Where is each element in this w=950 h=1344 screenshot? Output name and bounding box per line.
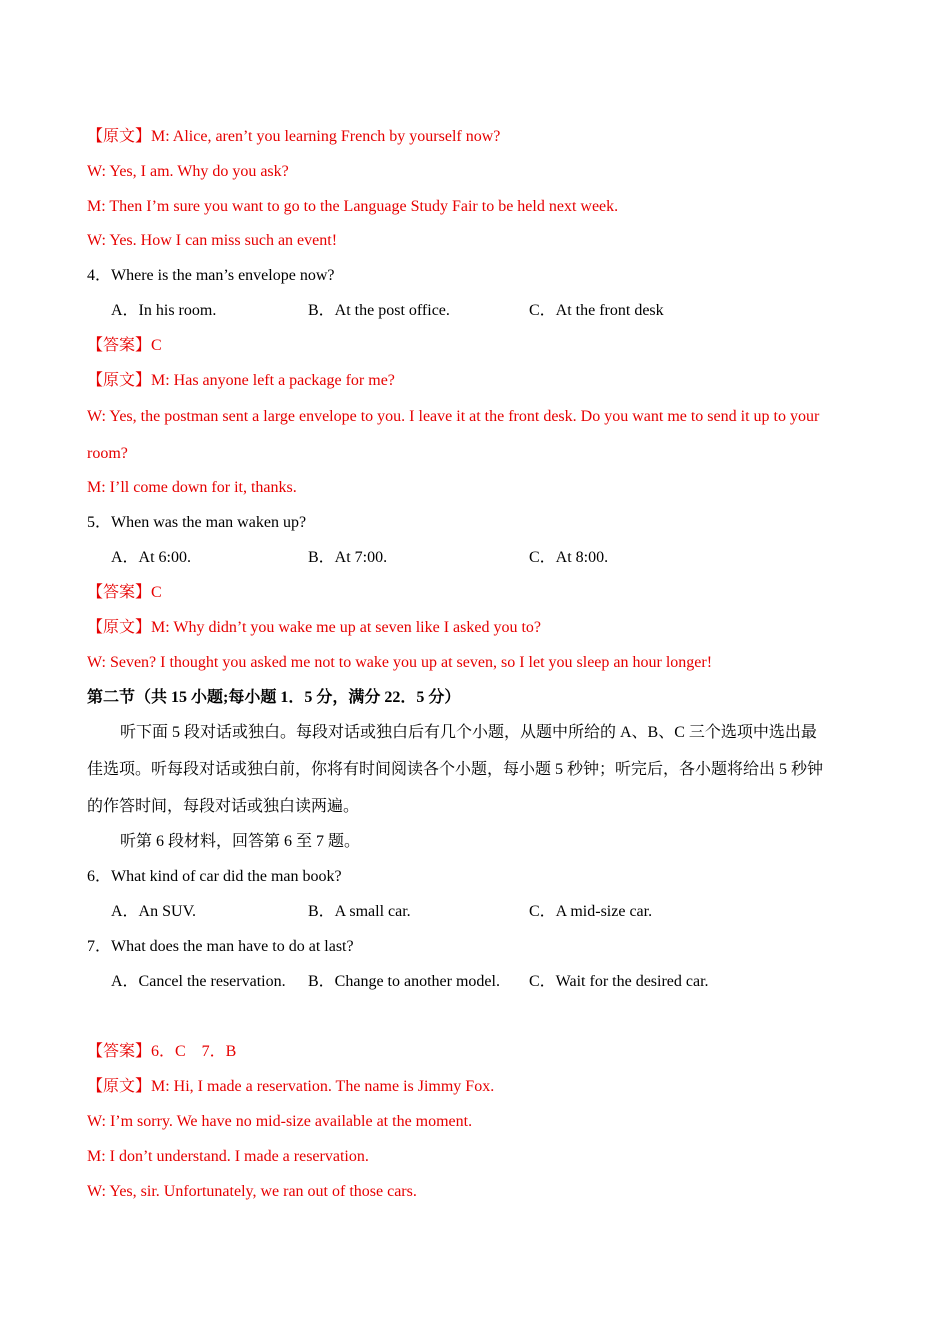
q5-option-c: C．At 8:00. — [529, 549, 609, 566]
transcript-line: 【原文】M: Why didn’t you wake me up at seven like I asked you to? — [87, 619, 541, 636]
q7-option-a: A．Cancel the reservation. — [111, 973, 286, 990]
transcript-line: W: Yes. How I can miss such an event! — [87, 232, 338, 249]
transcript-line: room? — [87, 445, 128, 462]
q7-option-b: B．Change to another model. — [308, 973, 500, 990]
transcript-line: W: Seven? I thought you asked me not to wake you up at seven, so I let you sleep an hour longer! — [87, 654, 713, 671]
q6-option-a: A．An SUV. — [111, 903, 197, 920]
q5-option-a: A．At 6:00. — [111, 549, 192, 566]
transcript-line: M: I don’t understand. I made a reservation. — [87, 1148, 369, 1165]
question-7: 7．What does the man have to do at last? — [87, 938, 354, 955]
q6-option-b: B．A small car. — [308, 903, 411, 920]
q4-answer: 【答案】C — [87, 337, 162, 354]
instruction-line: 佳选项。听每段对话或独白前，你将有时间阅读各个小题，每小题 5 秒钟；听完后，各小题将给出 5 秒钟 — [87, 761, 824, 778]
q4-option-a: A．In his room. — [111, 302, 217, 319]
instruction-line: 听第 6 段材料，回答第 6 至 7 题。 — [120, 833, 361, 850]
section-heading: 第二节（共 15 小题;每小题 1．5 分，满分 22．5 分） — [87, 689, 461, 706]
question-5: 5．When was the man waken up? — [87, 514, 307, 531]
instruction-line: 的作答时间，每段对话或独白读两遍。 — [87, 798, 360, 815]
question-6: 6．What kind of car did the man book? — [87, 868, 342, 885]
transcript-line: W: Yes, I am. Why do you ask? — [87, 163, 289, 180]
q7-option-c: C．Wait for the desired car. — [529, 973, 709, 990]
transcript-line: 【原文】M: Has anyone left a package for me? — [87, 372, 395, 389]
q6-option-c: C．A mid-size car. — [529, 903, 653, 920]
transcript-line: M: I’ll come down for it, thanks. — [87, 479, 297, 496]
transcript-line: M: Then I’m sure you want to go to the Language Study Fair to be held next week. — [87, 198, 619, 215]
q4-option-b: B．At the post office. — [308, 302, 450, 319]
transcript-line: W: Yes, sir. Unfortunately, we ran out of those cars. — [87, 1183, 417, 1200]
instruction-line: 听下面 5 段对话或独白。每段对话或独白后有几个小题，从题中所给的 A、B、C 三个选项中选出最 — [120, 724, 817, 741]
q6-q7-answer: 【答案】6．C 7．B — [87, 1043, 237, 1060]
q5-answer: 【答案】C — [87, 584, 162, 601]
transcript-line: W: I’m sorry. We have no mid-size available at the moment. — [87, 1113, 473, 1130]
transcript-line: W: Yes, the postman sent a large envelope to you. I leave it at the front desk. Do you want me to send it up to your — [87, 408, 820, 425]
transcript-line: 【原文】M: Hi, I made a reservation. The name is Jimmy Fox. — [87, 1078, 495, 1095]
question-4: 4．Where is the man’s envelope now? — [87, 267, 335, 284]
transcript-line: 【原文】M: Alice, aren’t you learning French by yourself now? — [87, 128, 501, 145]
q4-option-c: C．At the front desk — [529, 302, 664, 319]
q5-option-b: B．At 7:00. — [308, 549, 388, 566]
